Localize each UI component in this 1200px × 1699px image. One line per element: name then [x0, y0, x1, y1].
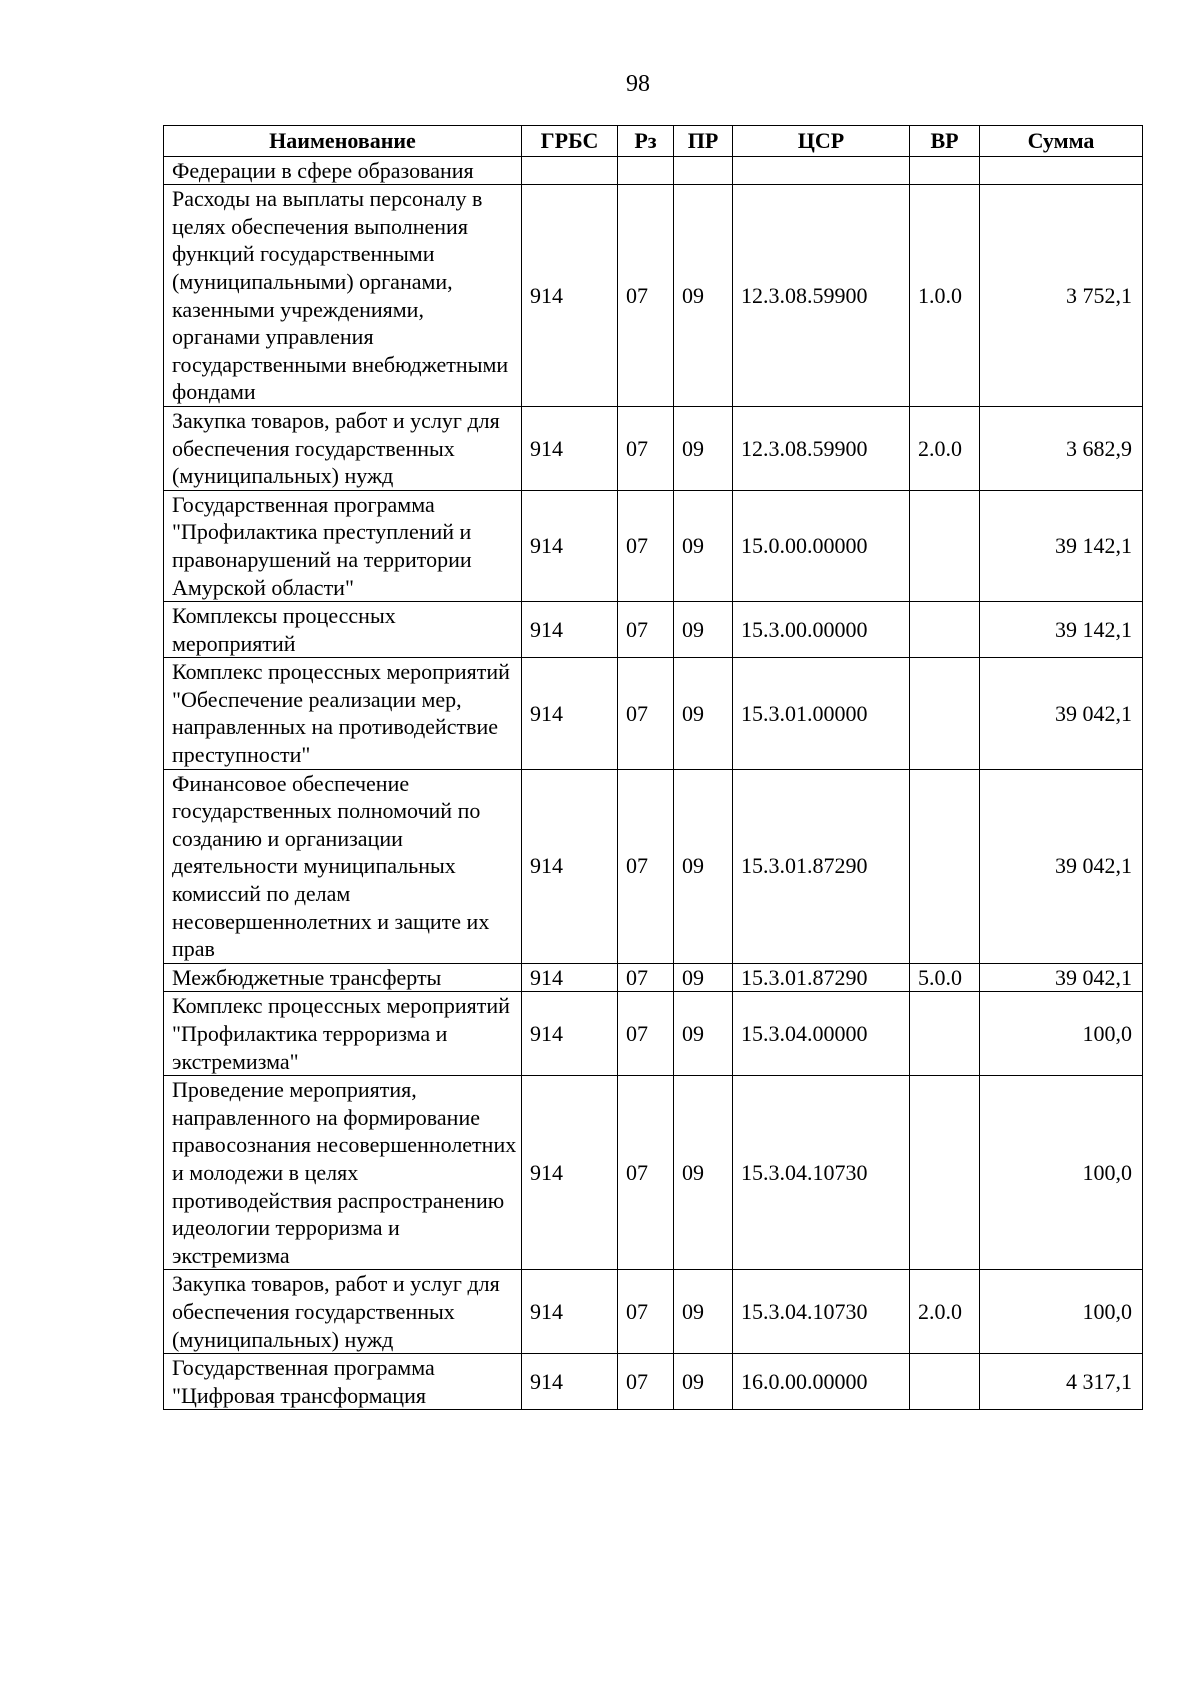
cell-grbs: 914	[522, 1354, 618, 1410]
table-row	[164, 406, 1143, 490]
column-header-sum: Сумма	[980, 126, 1143, 157]
cell-vr	[910, 658, 980, 769]
cell-csr	[733, 156, 910, 185]
cell-pr: 09	[674, 769, 733, 963]
cell-csr: 15.3.01.87290	[733, 769, 910, 963]
cell-rz	[618, 156, 674, 185]
cell-name: Проведение мероприятия, направленного на формирование правосознания несовершеннолетних и молодежи в целях противодействия распространению идеологии терроризма и экстремизма	[164, 1076, 522, 1270]
cell-rz: 07	[618, 963, 674, 992]
cell-sum: 100,0	[980, 992, 1143, 1076]
cell-pr: 09	[674, 490, 733, 601]
cell-csr: 15.3.04.00000	[733, 992, 910, 1076]
cell-rz: 07	[618, 992, 674, 1076]
cell-vr	[910, 769, 980, 963]
cell-vr: 2.0.0	[910, 406, 980, 490]
cell-pr: 09	[674, 1354, 733, 1410]
cell-vr	[910, 156, 980, 185]
table-row	[164, 490, 1143, 601]
cell-csr: 15.3.04.10730	[733, 1076, 910, 1270]
cell-pr: 09	[674, 1076, 733, 1270]
cell-vr	[910, 602, 980, 658]
cell-sum: 39 142,1	[980, 490, 1143, 601]
cell-rz: 07	[618, 769, 674, 963]
cell-csr: 15.3.00.00000	[733, 602, 910, 658]
cell-pr: 09	[674, 992, 733, 1076]
cell-vr	[910, 1076, 980, 1270]
column-header-pr: ПР	[674, 126, 733, 157]
cell-name: Расходы на выплаты персоналу в целях обеспечения выполнения функций государственными (муниципальными) органами, казенными учреждениями, органами управления государственными внебюджетными фондами	[164, 185, 522, 407]
cell-grbs: 914	[522, 602, 618, 658]
cell-name: Закупка товаров, работ и услуг для обеспечения государственных (муниципальных) нужд	[164, 1270, 522, 1354]
cell-name: Государственная программа "Цифровая трансформация	[164, 1354, 522, 1410]
cell-rz: 07	[618, 490, 674, 601]
cell-rz: 07	[618, 602, 674, 658]
table-header-row	[164, 126, 1143, 157]
cell-rz: 07	[618, 1354, 674, 1410]
column-header-name: Наименование	[164, 126, 522, 157]
table-row	[164, 963, 1143, 992]
cell-csr: 12.3.08.59900	[733, 185, 910, 407]
cell-grbs: 914	[522, 963, 618, 992]
cell-name: Закупка товаров, работ и услуг для обеспечения государственных (муниципальных) нужд	[164, 406, 522, 490]
cell-csr: 15.3.01.00000	[733, 658, 910, 769]
cell-sum: 3 752,1	[980, 185, 1143, 407]
cell-csr: 12.3.08.59900	[733, 406, 910, 490]
cell-pr: 09	[674, 406, 733, 490]
cell-name: Комплекс процессных мероприятий "Обеспечение реализации мер, направленных на противодействие преступности"	[164, 658, 522, 769]
cell-name: Комплексы процессных мероприятий	[164, 602, 522, 658]
table-row	[164, 992, 1143, 1076]
cell-rz: 07	[618, 658, 674, 769]
column-header-csr: ЦСР	[733, 126, 910, 157]
cell-vr	[910, 1354, 980, 1410]
cell-rz: 07	[618, 185, 674, 407]
cell-pr	[674, 156, 733, 185]
column-header-grbs: ГРБС	[522, 126, 618, 157]
cell-sum: 100,0	[980, 1076, 1143, 1270]
cell-rz: 07	[618, 1076, 674, 1270]
cell-grbs: 914	[522, 658, 618, 769]
table-row	[164, 602, 1143, 658]
cell-name: Финансовое обеспечение государственных полномочий по созданию и организации деятельности муниципальных комиссий по делам несовершеннолетних и защите их прав	[164, 769, 522, 963]
table-row	[164, 156, 1143, 185]
table-row	[164, 1076, 1143, 1270]
cell-csr: 15.3.04.10730	[733, 1270, 910, 1354]
column-header-vr: ВР	[910, 126, 980, 157]
cell-sum: 39 042,1	[980, 658, 1143, 769]
cell-grbs: 914	[522, 406, 618, 490]
cell-pr: 09	[674, 658, 733, 769]
cell-grbs: 914	[522, 992, 618, 1076]
table-row	[164, 658, 1143, 769]
cell-pr: 09	[674, 963, 733, 992]
cell-csr: 15.3.01.87290	[733, 963, 910, 992]
cell-pr: 09	[674, 185, 733, 407]
cell-grbs	[522, 156, 618, 185]
cell-grbs: 914	[522, 1270, 618, 1354]
cell-grbs: 914	[522, 490, 618, 601]
cell-vr: 1.0.0	[910, 185, 980, 407]
cell-vr: 2.0.0	[910, 1270, 980, 1354]
table-row	[164, 1270, 1143, 1354]
table-row	[164, 185, 1143, 407]
cell-csr: 15.0.00.00000	[733, 490, 910, 601]
cell-grbs: 914	[522, 769, 618, 963]
cell-name: Государственная программа "Профилактика преступлений и правонарушений на территории Амурской области"	[164, 490, 522, 601]
cell-name: Межбюджетные трансферты	[164, 963, 522, 992]
budget-table	[163, 125, 1143, 1410]
cell-sum: 39 042,1	[980, 963, 1143, 992]
cell-sum: 3 682,9	[980, 406, 1143, 490]
table-row	[164, 1354, 1143, 1410]
cell-name: Комплекс процессных мероприятий "Профилактика терроризма и экстремизма"	[164, 992, 522, 1076]
cell-vr	[910, 992, 980, 1076]
cell-sum: 4 317,1	[980, 1354, 1143, 1410]
cell-sum	[980, 156, 1143, 185]
cell-pr: 09	[674, 1270, 733, 1354]
cell-sum: 39 042,1	[980, 769, 1143, 963]
cell-sum: 39 142,1	[980, 602, 1143, 658]
column-header-rz: Рз	[618, 126, 674, 157]
cell-name: Федерации в сфере образования	[164, 156, 522, 185]
cell-rz: 07	[618, 1270, 674, 1354]
cell-csr: 16.0.00.00000	[733, 1354, 910, 1410]
cell-grbs: 914	[522, 185, 618, 407]
cell-vr	[910, 490, 980, 601]
cell-rz: 07	[618, 406, 674, 490]
cell-vr: 5.0.0	[910, 963, 980, 992]
cell-grbs: 914	[522, 1076, 618, 1270]
cell-pr: 09	[674, 602, 733, 658]
page-number: 98	[626, 71, 650, 97]
cell-sum: 100,0	[980, 1270, 1143, 1354]
table-row	[164, 769, 1143, 963]
